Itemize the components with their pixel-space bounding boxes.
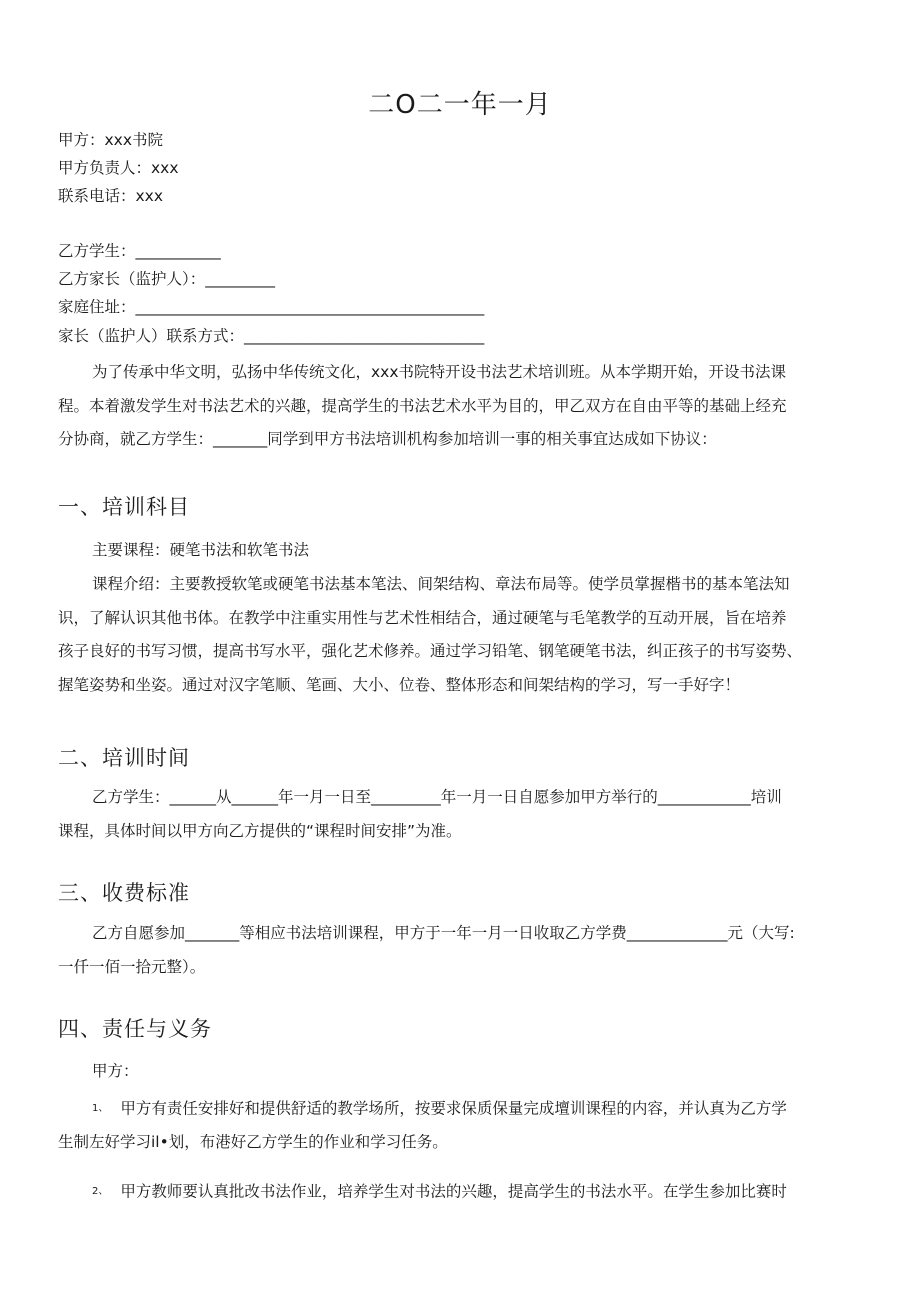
intro-line-1: 为了传承中华文明，弘扬中华传统文化，xxx书院特开设书法艺术培训班。从本学期开始，开设书法课	[92, 363, 787, 381]
fee-paragraph	[58, 917, 838, 984]
party-b-student: 乙方学生：___________	[58, 242, 221, 260]
party-b-guardian: 乙方家长（监护人）：_________	[58, 270, 276, 288]
duty-item-2-line-1	[58, 1175, 838, 1209]
intro-paragraph	[58, 356, 838, 457]
intro-line-2: 程。本着激发学生对书法艺术的兴趣，提高学生的书法艺术水平为目的，甲乙双方在自由平等的基础上经充	[58, 396, 787, 415]
course-intro-paragraph	[58, 568, 838, 702]
section-1-heading: 一、培训科目	[58, 495, 190, 519]
section-3-heading: 三、收费标准	[58, 881, 190, 905]
training-time-line-2: 课程，具体时间以甲方向乙方提供的“课程时间安排”为准。	[58, 821, 462, 840]
duty-item-2-number: 2、	[92, 1186, 109, 1197]
party-a-phone: 联系电话：xxx	[58, 187, 164, 205]
course-intro-line-2: 识，了解认识其他书体。在教学中注重实用性与艺术性相结合，通过硬笔与毛笔教学的互动开展，旨在培养	[58, 608, 787, 627]
party-a-label: 甲方：	[92, 1062, 139, 1080]
training-time-line-1: 乙方学生：______从______年一月一日至_________年一月一日自愿参加甲方举行的____________培训	[92, 788, 782, 806]
duty-item-2	[58, 1175, 838, 1209]
duty-item-2-text: 甲方教师要认真批改书法作业，培养学生对书法的兴趣，提高学生的书法水平。在学生参加比赛时	[120, 1182, 787, 1201]
training-time-paragraph	[58, 781, 838, 848]
main-course: 主要课程：硬笔书法和软笔书法	[92, 541, 310, 559]
duty-item-1-line-1	[58, 1092, 838, 1126]
section-4-heading: 四、责任与义务	[58, 1017, 212, 1041]
date-title: 二O二一年一月	[368, 90, 552, 120]
section-2-heading: 二、培训时间	[58, 746, 190, 770]
duty-item-1-number: 1、	[92, 1103, 109, 1114]
fee-line-1: 乙方自愿参加_______等相应书法培训课程，甲方于一年一月一日收取乙方学费_____________元（大写:	[92, 924, 795, 942]
course-intro-line-3: 孩子良好的书写习惯，提高书写水平，强化艺术修养。通过学习铅笔、钢笔硬笔书法，纠正孩子的书写姿势、	[58, 642, 803, 660]
duty-item-1	[58, 1092, 838, 1159]
party-a-manager: 甲方负责人：xxx	[58, 159, 179, 177]
duty-item-1-text: 甲方有责任安排好和提供舒适的教学场所，按要求保质保量完成壇训课程的内容，并认真为乙方学	[120, 1099, 787, 1118]
course-intro-line-4: 握笔姿势和坐姿。通过对汉字笔顺、笔画、大小、位卷、整体形态和间架结构的学习，写一手好字！	[58, 675, 741, 694]
party-a-name: 甲方：xxx书院	[58, 131, 164, 149]
home-address: 家庭住址：_____________________________________________	[58, 298, 485, 316]
fee-line-2: 一仟一佰一拾元整）。	[58, 957, 206, 976]
course-intro-line-1: 课程介绍：主要教授软笔或硬笔书法基本笔法、间架结构、章法布局等。使学员掌握楷书的基本笔法知	[92, 575, 790, 593]
guardian-contact: 家长（监护人）联系方式：_______________________________	[58, 327, 485, 345]
intro-line-3: 分协商，就乙方学生：_______同学到甲方书法培训机构参加培训一事的相关事宜达成如下协议：	[58, 430, 717, 448]
duty-item-1-line-2: 生制左好学习il•划，布港好乙方学生的作业和学习任务。	[58, 1132, 448, 1151]
